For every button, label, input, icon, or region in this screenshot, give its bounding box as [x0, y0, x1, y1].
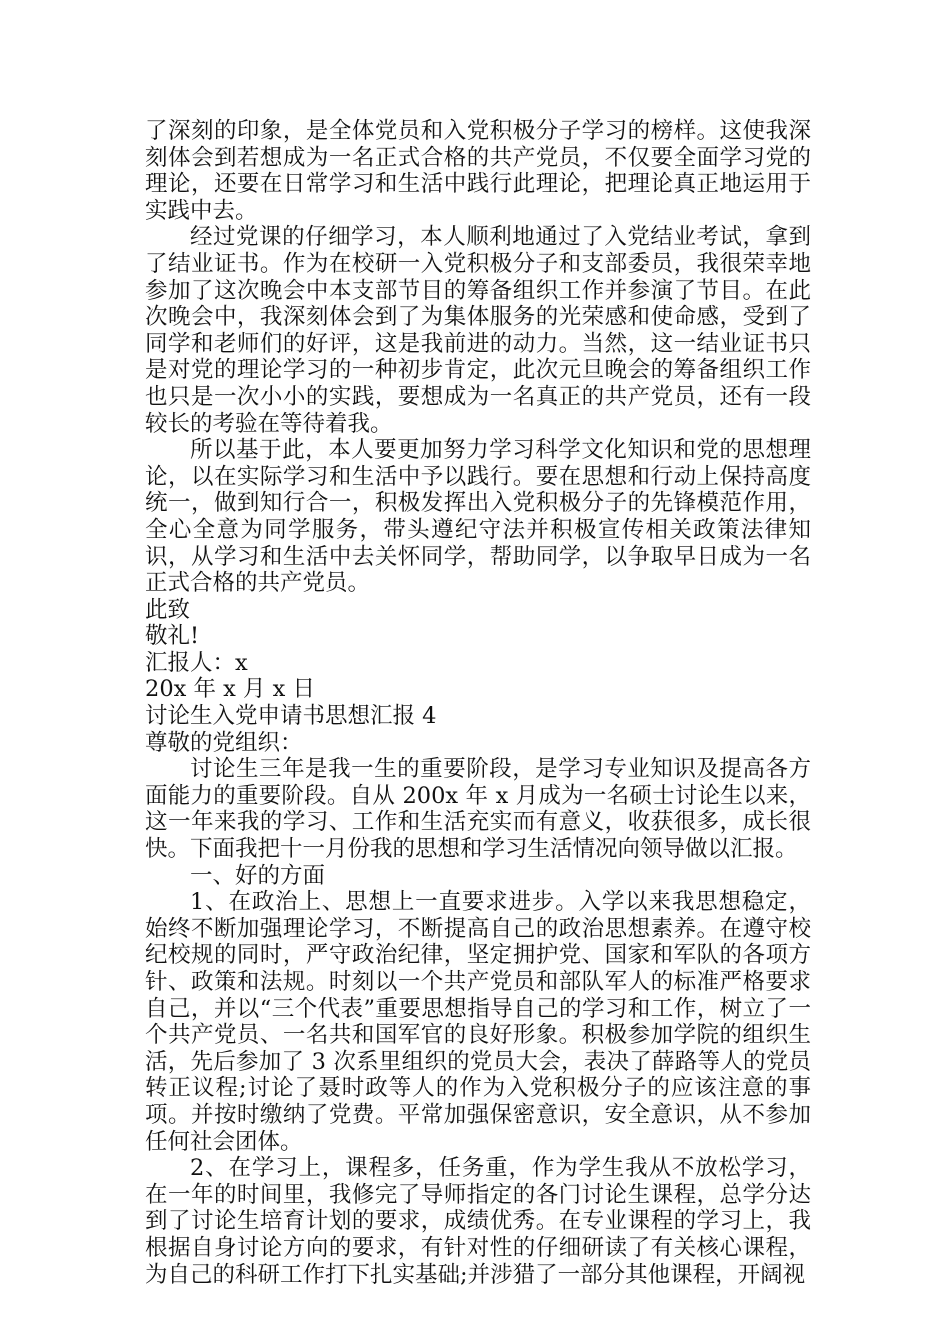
greeting-line: 尊敬的党组织：	[145, 729, 303, 756]
paragraph: 经过党课的仔细学习，本人顺利地通过了入党结业考试，拿到了结业证书。作为在校研一入党积极分子和支部委员，我很荣幸地参加了这次晚会中本支部节目的筹备组织工作并参演了节目。在此次晚会中，我深刻体会到了为集体服务的光荣感和使命感，受到了同学和老师们的好评，这是我前进的动力。当然，这一结业证书只是对党的理论学习的一种初步肯定，此次元旦晚会的筹备组织工作也只是一次小小的实践，要想成为一名真正的共产党员，还有一段较长的考验在等待着我。	[145, 224, 811, 437]
reporter-line: 汇报人：x	[145, 649, 248, 676]
document-page	[145, 118, 811, 1288]
closing-line: 此致	[145, 596, 191, 623]
paragraph: 了深刻的印象，是全体党员和入党积极分子学习的榜样。这使我深刻体会到若想成为一名正式合格的共产党员，不仅要全面学习党的理论，还要在日常学习和生活中践行此理论，把理论真正地运用于实践中去。	[145, 118, 811, 224]
paragraph: 所以基于此，本人要更加努力学习科学文化知识和党的思想理论，以在实际学习和生活中予以践行。要在思想和行动上保持高度统一，做到知行合一，积极发挥出入党积极分子的先锋模范作用，全心全意为同学服务，带头遵纪守法并积极宣传相关政策法律知识，从学习和生活中去关怀同学，帮助同学，以争取早日成为一名正式合格的共产党员。	[145, 437, 811, 597]
paragraph: 2、在学习上，课程多，任务重，作为学生我从不放松学习，在一年的时间里，我修完了导师指定的各门讨论生课程，总学分达到了讨论生培育计划的要求，成绩优秀。在专业课程的学习上，我根据自身讨论方向的要求，有针对性的仔细研读了有关核心课程，为自己的科研工作打下扎实基础;并涉猎了一部分其他课程，开阔视	[145, 1155, 811, 1288]
paragraph: 1、在政治上、思想上一直要求进步。入学以来我思想稳定，始终不断加强理论学习，不断提高自己的政治思想素养。在遵守校纪校规的同时，严守政治纪律，坚定拥护党、国家和军队的各项方针、政策和法规。时刻以一个共产党员和部队军人的标准严格要求自己，并以“三个代表”重要思想指导自己的学习和工作，树立了一个共产党员、一名共和国军官的良好形象。积极参加学院的组织生活，先后参加了 3 次系里组织的党员大会，表决了薛路等人的党员转正议程;讨论了聂时政等人的作为入党积极分子的应该注意的事项。并按时缴纳了党费。平常加强保密意识，安全意识，从不参加任何社会团体。	[145, 889, 811, 1155]
date-line: 20x 年 x 月 x 日	[145, 676, 315, 703]
paragraph: 讨论生三年是我一生的重要阶段，是学习专业知识及提高各方面能力的重要阶段。自从 200x 年 x 月成为一名硕士讨论生以来，这一年来我的学习、工作和生活充实而有意义，收获很多，成长很快。下面我把十一月份我的思想和学习生活情况向领导做以汇报。	[145, 756, 811, 863]
section-title: 讨论生入党申请书思想汇报 4	[145, 703, 437, 730]
salutation-line: 敬礼!	[145, 623, 200, 650]
subheading: 一、好的方面	[190, 862, 326, 889]
